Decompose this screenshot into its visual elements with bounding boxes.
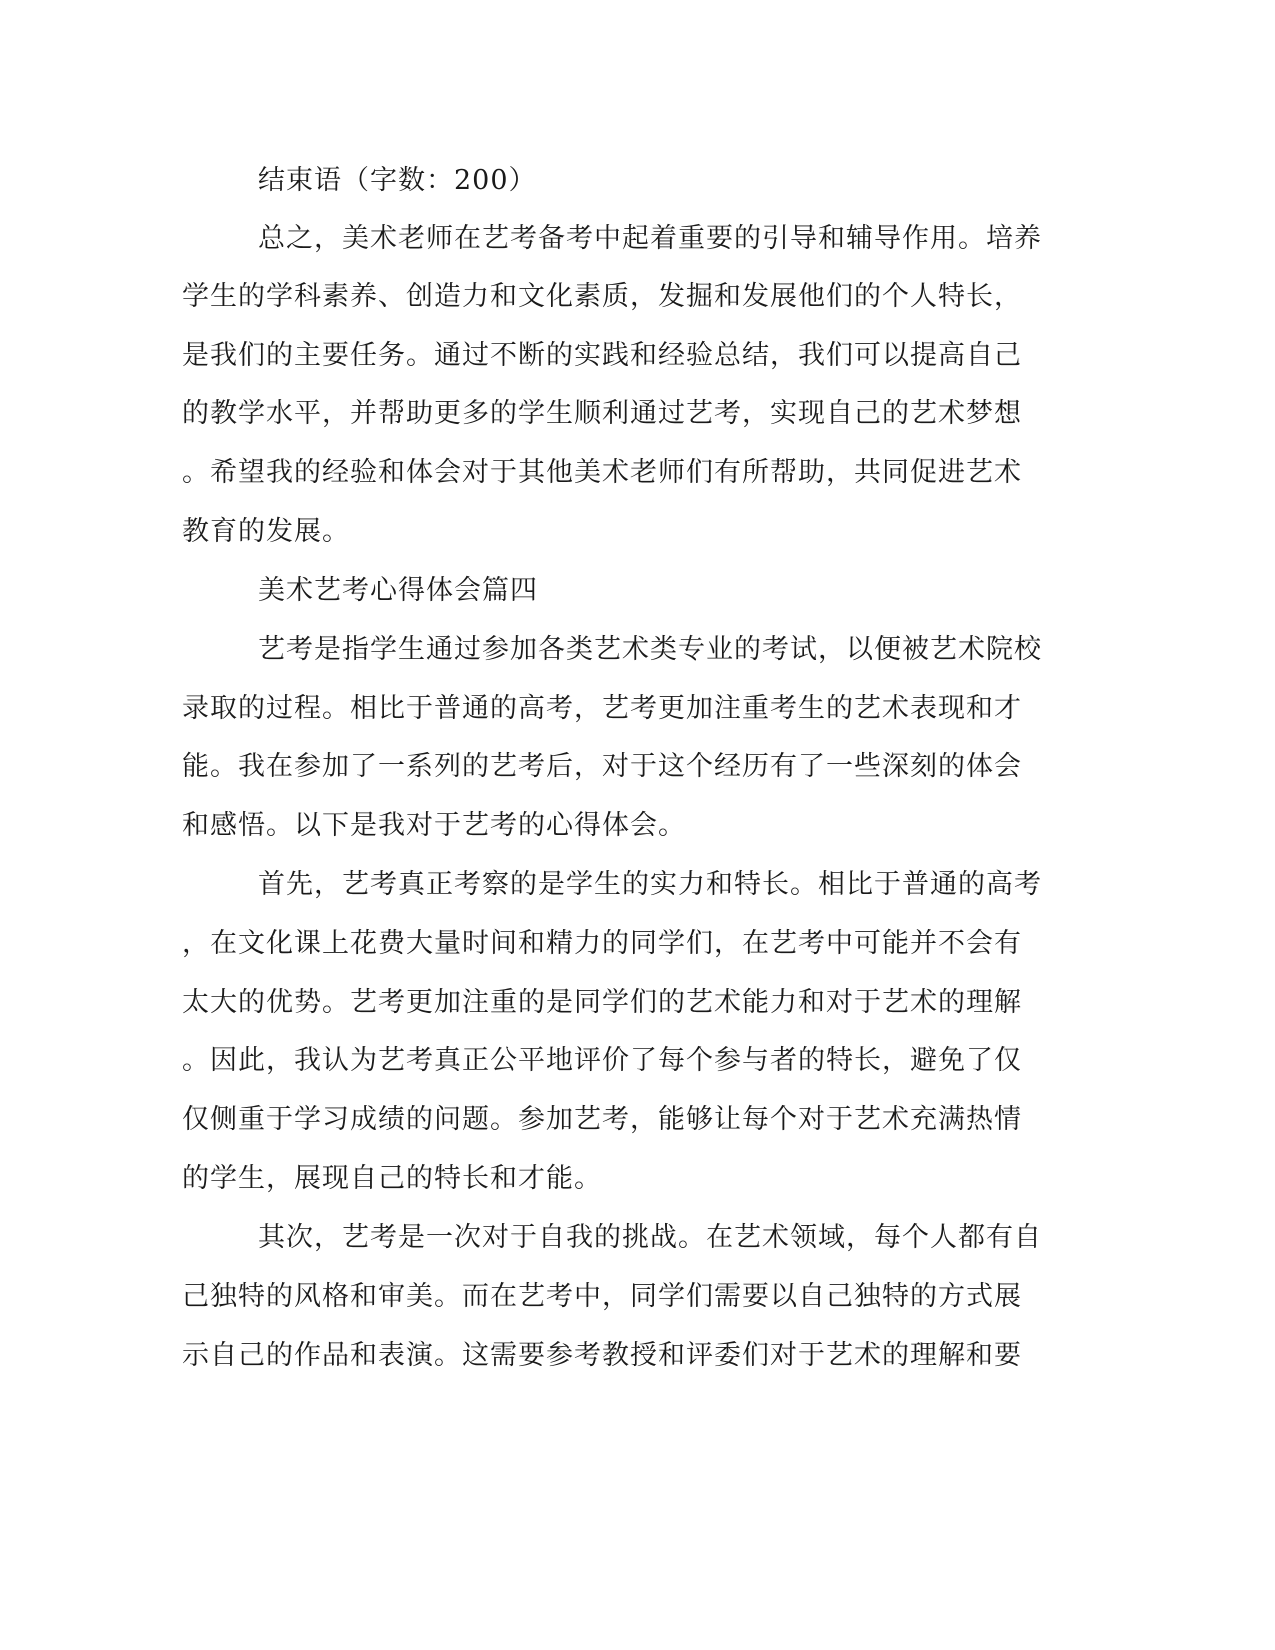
paragraph-line: 其次，艺考是一次对于自我的挑战。在艺术领域，每个人都有自 — [258, 1222, 1042, 1253]
paragraph-line: 己独特的风格和审美。而在艺考中，同学们需要以自己独特的方式展 — [182, 1281, 1022, 1312]
paragraph-line: 的学生，展现自己的特长和才能。 — [182, 1163, 602, 1194]
paragraph-line: 和感悟。以下是我对于艺考的心得体会。 — [182, 810, 686, 841]
paragraph-line: 是我们的主要任务。通过不断的实践和经验总结，我们可以提高自己 — [182, 340, 1022, 371]
paragraph-line: 教育的发展。 — [182, 516, 350, 547]
paragraph-line: 录取的过程。相比于普通的高考，艺考更加注重考生的艺术表现和才 — [182, 693, 1022, 724]
paragraph-line: 。希望我的经验和体会对于其他美术老师们有所帮助，共同促进艺术 — [182, 457, 1022, 488]
paragraph-line: 太大的优势。艺考更加注重的是同学们的艺术能力和对于艺术的理解 — [182, 987, 1022, 1018]
paragraph-line: 学生的学科素养、创造力和文化素质，发掘和发展他们的个人特长， — [182, 281, 1022, 312]
paragraph-line: ，在文化课上花费大量时间和精力的同学们，在艺考中可能并不会有 — [182, 928, 1022, 959]
section-heading: 美术艺考心得体会篇四 — [258, 575, 538, 606]
paragraph-line: 的教学水平，并帮助更多的学生顺利通过艺考，实现自己的艺术梦想 — [182, 398, 1022, 429]
paragraph-line: 能。我在参加了一系列的艺考后，对于这个经历有了一些深刻的体会 — [182, 751, 1022, 782]
paragraph-line: 首先，艺考真正考察的是学生的实力和特长。相比于普通的高考 — [258, 869, 1042, 900]
closing-heading: 结束语（字数：200） — [258, 165, 537, 196]
paragraph-line: 艺考是指学生通过参加各类艺术类专业的考试，以便被艺术院校 — [258, 634, 1042, 665]
paragraph-line: 总之，美术老师在艺考备考中起着重要的引导和辅导作用。培养 — [258, 223, 1042, 254]
paragraph-line: 示自己的作品和表演。这需要参考教授和评委们对于艺术的理解和要 — [182, 1340, 1022, 1371]
paragraph-line: 仅侧重于学习成绩的问题。参加艺考，能够让每个对于艺术充满热情 — [182, 1104, 1022, 1135]
paragraph-line: 。因此，我认为艺考真正公平地评价了每个参与者的特长，避免了仅 — [182, 1045, 1022, 1076]
